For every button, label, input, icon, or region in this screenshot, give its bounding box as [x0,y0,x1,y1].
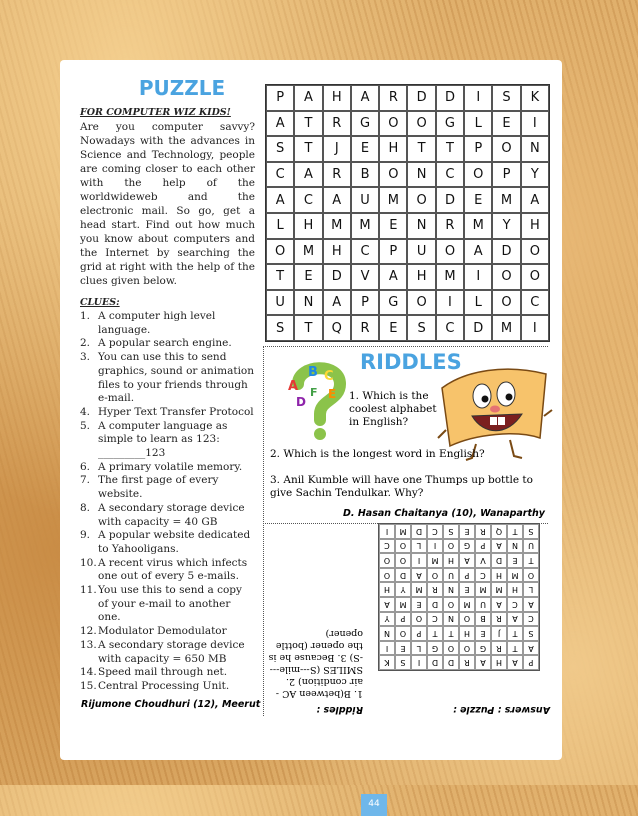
mini-grid-cell: E [411,597,427,612]
grid-cell: I [464,85,492,111]
mini-grid-cell: O [443,641,459,656]
clue-item [80,666,255,680]
mini-grid-cell: A [411,568,427,583]
mini-grid-cell: M [395,524,411,539]
grid-cell: C [351,239,379,265]
clue-number: 12. [80,625,97,638]
abc-letter: C [324,369,334,384]
mini-grid-cell: M [459,597,475,612]
mini-grid-cell: O [395,539,411,554]
mini-grid-cell: O [459,612,475,627]
mini-grid-cell: D [443,655,459,670]
mini-grid-cell: O [379,553,395,568]
mini-grid-cell: A [507,612,523,627]
grid-cell: A [521,187,549,213]
mini-grid-cell: O [443,539,459,554]
grid-cell: A [294,162,322,188]
clue-text: A popular website dedicated to Yahooligans. [98,529,251,555]
mini-grid-cell: M [475,582,491,597]
grid-cell: O [521,239,549,265]
grid-cell: H [521,213,549,239]
clue-text: A primary volatile memory. [98,460,243,473]
mini-grid-cell: D [491,553,507,568]
clue-number: 15. [80,679,97,692]
mini-grid-cell: O [395,626,411,641]
magazine-page [60,60,562,809]
grid-cell: M [464,213,492,239]
grid-cell: O [436,239,464,265]
grid-cell: P [464,136,492,162]
grid-cell: U [266,290,294,316]
grid-cell: A [379,264,407,290]
mini-grid-cell: G [475,641,491,656]
grid-cell: I [521,315,549,341]
clue-item [80,502,255,529]
clue-text: Speed mail through net. [98,666,228,679]
grid-cell: D [323,264,351,290]
grid-cell: E [492,111,520,137]
grid-cell: K [521,85,549,111]
mini-grid-cell: O [443,597,459,612]
grid-cell: T [436,136,464,162]
mini-grid-cell: I [411,655,427,670]
puzzle-credit: Rijumone Choudhuri (12), Meerut [81,699,261,710]
mini-grid-cell: I [379,641,395,656]
grid-cell: H [294,213,322,239]
grid-cell: T [294,136,322,162]
mini-grid-cell: M [427,553,443,568]
grid-cell: O [407,187,435,213]
clue-text: You use this to send a copy of your e-mail to another one. [98,584,242,624]
mini-grid-cell: H [443,553,459,568]
mini-grid-cell: Q [491,524,507,539]
clue-item [80,474,255,501]
clue-number: 7. [80,474,91,487]
mini-grid-cell: D [427,597,443,612]
grid-cell: R [351,315,379,341]
abc-question-mark-icon [284,356,354,442]
mini-grid-cell: C [427,612,443,627]
mini-grid-cell: U [443,568,459,583]
mini-grid-cell: E [459,582,475,597]
grid-cell: I [436,290,464,316]
grid-cell: P [492,162,520,188]
mini-grid-cell: I [379,524,395,539]
grid-cell: A [294,85,322,111]
mini-grid-cell: U [523,539,539,554]
solved-puzzle-grid [378,523,540,671]
mini-grid-cell: A [523,641,539,656]
grid-cell: D [407,85,435,111]
clue-number: 14. [80,666,97,679]
clue-text: A secondary storage device with capacity = 40 GB [98,501,245,528]
grid-cell: M [323,213,351,239]
grid-cell: D [464,315,492,341]
grid-cell: G [436,111,464,137]
clue-text: Hyper Text Transfer Protocol [98,405,254,418]
grid-cell: O [266,239,294,265]
grid-cell: E [294,264,322,290]
grid-cell: O [464,162,492,188]
mini-grid-cell: O [411,612,427,627]
mini-grid-cell: A [459,553,475,568]
grid-cell: Q [323,315,351,341]
mini-grid-cell: T [507,524,523,539]
grid-cell: E [379,315,407,341]
grid-cell: A [464,239,492,265]
mini-grid-cell: M [395,597,411,612]
abc-letter: D [296,395,306,409]
grid-cell: M [351,213,379,239]
mini-grid-cell: A [507,655,523,670]
mini-grid-cell: A [491,539,507,554]
mini-grid-cell: A [491,597,507,612]
puzzle-intro: Are you computer savvy? Nowadays with the advances in Science and Technology, people are coming closer to each other with the help of the worldwideweb and the electronic mail. So go, get a head start. Find out how much you know about computers and the Internet by searching the grid at right with the help of the clues given below. [80,121,255,287]
mini-grid-cell: U [475,597,491,612]
smiling-card-icon [436,360,554,462]
mini-grid-cell: O [459,641,475,656]
grid-cell: D [492,239,520,265]
clues-heading: CLUES: [80,297,120,308]
grid-cell: G [351,111,379,137]
grid-cell: B [351,162,379,188]
mini-grid-cell: T [507,641,523,656]
clue-text: A computer high level language. [98,310,216,336]
grid-cell: C [436,315,464,341]
grid-cell: S [266,315,294,341]
clue-text: Central Processing Unit. [98,679,230,692]
mini-grid-cell: G [427,641,443,656]
grid-cell: Y [521,162,549,188]
mini-grid-cell: C [427,524,443,539]
clue-item [80,584,255,625]
grid-cell: Y [492,213,520,239]
abc-letter: B [308,365,318,380]
grid-cell: E [464,187,492,213]
mini-grid-cell: Y [379,612,395,627]
mini-grid-cell: L [523,582,539,597]
grid-cell: T [266,264,294,290]
grid-cell: A [323,290,351,316]
clue-number: 8. [80,501,91,514]
grid-cell: S [492,85,520,111]
mini-grid-cell: O [427,568,443,583]
clue-item [80,351,255,406]
grid-cell: H [379,136,407,162]
mini-grid-cell: T [427,626,443,641]
mini-grid-cell: S [523,524,539,539]
mini-grid-cell: S [443,524,459,539]
mini-grid-cell: H [459,626,475,641]
grid-cell: L [266,213,294,239]
mini-grid-cell: E [475,626,491,641]
grid-cell: S [407,315,435,341]
grid-cell: S [266,136,294,162]
grid-cell: N [521,136,549,162]
clue-item [80,406,255,420]
mini-grid-cell: D [427,655,443,670]
grid-cell: C [266,162,294,188]
mini-grid-cell: C [379,539,395,554]
mini-grid-cell: H [379,582,395,597]
dotted-divider-top [263,346,548,347]
mini-grid-cell: O [395,553,411,568]
mini-grid-cell: T [523,553,539,568]
riddle-question-2: 2. Which is the longest word in English? [270,448,485,460]
grid-cell: H [323,85,351,111]
puzzle-title: PUZZLE [138,76,226,100]
grid-cell: U [407,239,435,265]
grid-cell: C [521,290,549,316]
mini-grid-cell: S [395,655,411,670]
mini-grid-cell: C [523,612,539,627]
clue-item [80,420,255,461]
mini-grid-cell: S [523,626,539,641]
grid-cell: V [351,264,379,290]
clue-text: You can use this to send graphics, sound or animation files to your friends through e-mail. [98,351,255,405]
grid-cell: M [492,187,520,213]
mini-grid-cell: M [491,582,507,597]
mini-grid-cell: D [411,524,427,539]
mini-grid-cell: M [411,582,427,597]
mini-grid-cell: J [491,626,507,641]
grid-cell: O [407,290,435,316]
clue-number: 3. [80,351,91,364]
grid-cell: T [294,111,322,137]
grid-cell: P [266,85,294,111]
clue-item [80,680,255,694]
riddles-credit: D. Hasan Chaitanya (10), Wanaparthy [343,508,545,519]
grid-cell: A [266,187,294,213]
puzzle-subhead: FOR COMPUTER WIZ KIDS! [80,107,231,118]
grid-cell: A [266,111,294,137]
riddle-answers: 1. B(between AC - air condition) 2. SMILES (S---mile----S) 3. Because he is the opener (bottle opener) [268,628,363,699]
grid-cell: T [294,315,322,341]
clue-number: 13. [80,638,97,651]
abc-letter: E [328,387,337,401]
clue-item [80,310,255,337]
grid-cell: O [379,162,407,188]
mini-grid-cell: E [459,524,475,539]
abc-letter: A [288,379,299,394]
grid-cell: E [379,213,407,239]
mini-grid-cell: H [507,582,523,597]
word-search-grid [265,84,550,342]
mini-grid-cell: R [459,655,475,670]
clue-item [80,529,255,556]
mini-grid-cell: G [459,539,475,554]
mini-grid-cell: N [507,539,523,554]
grid-cell: O [521,264,549,290]
clue-text: Modulator Demodulator [98,625,227,638]
clue-number: 5. [80,419,91,432]
mini-grid-cell: A [523,597,539,612]
answers-heading: Answers : Puzzle : [453,704,550,715]
grid-cell: L [464,111,492,137]
mini-grid-cell: H [491,655,507,670]
mini-grid-cell: A [475,655,491,670]
grid-cell: P [351,290,379,316]
mini-grid-cell: B [475,612,491,627]
grid-cell: R [436,213,464,239]
grid-cell: N [407,213,435,239]
mini-grid-cell: R [427,582,443,597]
grid-cell: D [436,187,464,213]
clue-number: 4. [80,405,91,418]
grid-cell: R [323,111,351,137]
grid-cell: J [323,136,351,162]
clue-number: 11. [80,584,97,597]
grid-cell: A [351,85,379,111]
mini-grid-cell: C [475,568,491,583]
clue-item [80,461,255,475]
mini-grid-cell: I [411,553,427,568]
clue-item [80,639,255,666]
mini-grid-cell: E [507,553,523,568]
grid-cell: M [294,239,322,265]
mini-grid-cell: O [523,568,539,583]
mini-grid-cell: K [379,655,395,670]
mini-grid-cell: R [475,524,491,539]
mini-grid-cell: N [443,612,459,627]
clue-number: 1. [80,310,91,322]
grid-cell: O [492,136,520,162]
grid-cell: I [521,111,549,137]
grid-cell: O [492,264,520,290]
grid-cell: O [492,290,520,316]
grid-cell: N [407,162,435,188]
mini-grid-cell: V [475,553,491,568]
clue-text: A computer language as simple to learn as 123: _________123 [98,419,228,460]
grid-cell: U [351,187,379,213]
answers-riddles-heading: Riddles : [316,704,363,715]
mini-grid-cell: T [507,626,523,641]
answers-section [263,525,550,715]
grid-cell: H [407,264,435,290]
mini-grid-cell: P [523,655,539,670]
mini-grid-cell: C [507,597,523,612]
mini-grid-cell: P [459,568,475,583]
grid-cell: H [323,239,351,265]
grid-cell: R [323,162,351,188]
grid-cell: C [436,162,464,188]
mini-grid-cell: Y [395,582,411,597]
mini-grid-cell: R [491,641,507,656]
grid-cell: M [436,264,464,290]
clue-text: A popular search engine. [98,337,232,350]
grid-cell: R [379,85,407,111]
mini-grid-cell: I [427,539,443,554]
grid-cell: G [379,290,407,316]
clue-text: A recent virus which infects one out of every 5 e-mails. [98,556,248,583]
mini-grid-cell: L [411,539,427,554]
mini-grid-cell: H [491,568,507,583]
grid-cell: N [294,290,322,316]
clue-item [80,557,255,584]
clue-item [80,337,255,351]
mini-grid-cell: A [379,597,395,612]
puzzle-text-column [80,106,255,694]
grid-cell: M [492,315,520,341]
mini-grid-cell: M [507,568,523,583]
mini-grid-cell: P [395,612,411,627]
mini-grid-cell: N [379,626,395,641]
clue-number: 2. [80,337,91,350]
mini-grid-cell: R [491,612,507,627]
mini-grid-cell: O [379,568,395,583]
page-number: 44 [361,794,387,816]
mini-grid-cell: E [395,641,411,656]
clue-text: The first page of every website. [98,474,219,501]
grid-cell: A [323,187,351,213]
clue-number: 6. [80,460,91,473]
grid-cell: M [379,187,407,213]
abc-letter: F [310,386,318,399]
clue-list [80,310,255,694]
grid-cell: T [407,136,435,162]
grid-cell: D [436,85,464,111]
mini-grid-cell: L [411,641,427,656]
clue-number: 9. [80,529,91,542]
riddle-question-1: 1. Which is the coolest alphabet in English? [349,390,437,428]
riddle-question-3: 3. Anil Kumble will have one Thumps up bottle to give Sachin Tendulkar. Why? [270,474,533,499]
riddles-title: RIDDLES [360,350,462,374]
clue-number: 10. [80,556,97,569]
clue-item [80,625,255,639]
grid-cell: O [407,111,435,137]
clue-text: A secondary storage device with capacity = 650 MB [98,638,245,665]
grid-cell: P [379,239,407,265]
mini-grid-cell: P [411,626,427,641]
grid-cell: O [379,111,407,137]
grid-cell: I [464,264,492,290]
grid-cell: C [294,187,322,213]
grid-cell: L [464,290,492,316]
mini-grid-cell: N [443,582,459,597]
mini-grid-cell: T [443,626,459,641]
grid-cell: E [351,136,379,162]
mini-grid-cell: P [475,539,491,554]
mini-grid-cell: D [395,568,411,583]
